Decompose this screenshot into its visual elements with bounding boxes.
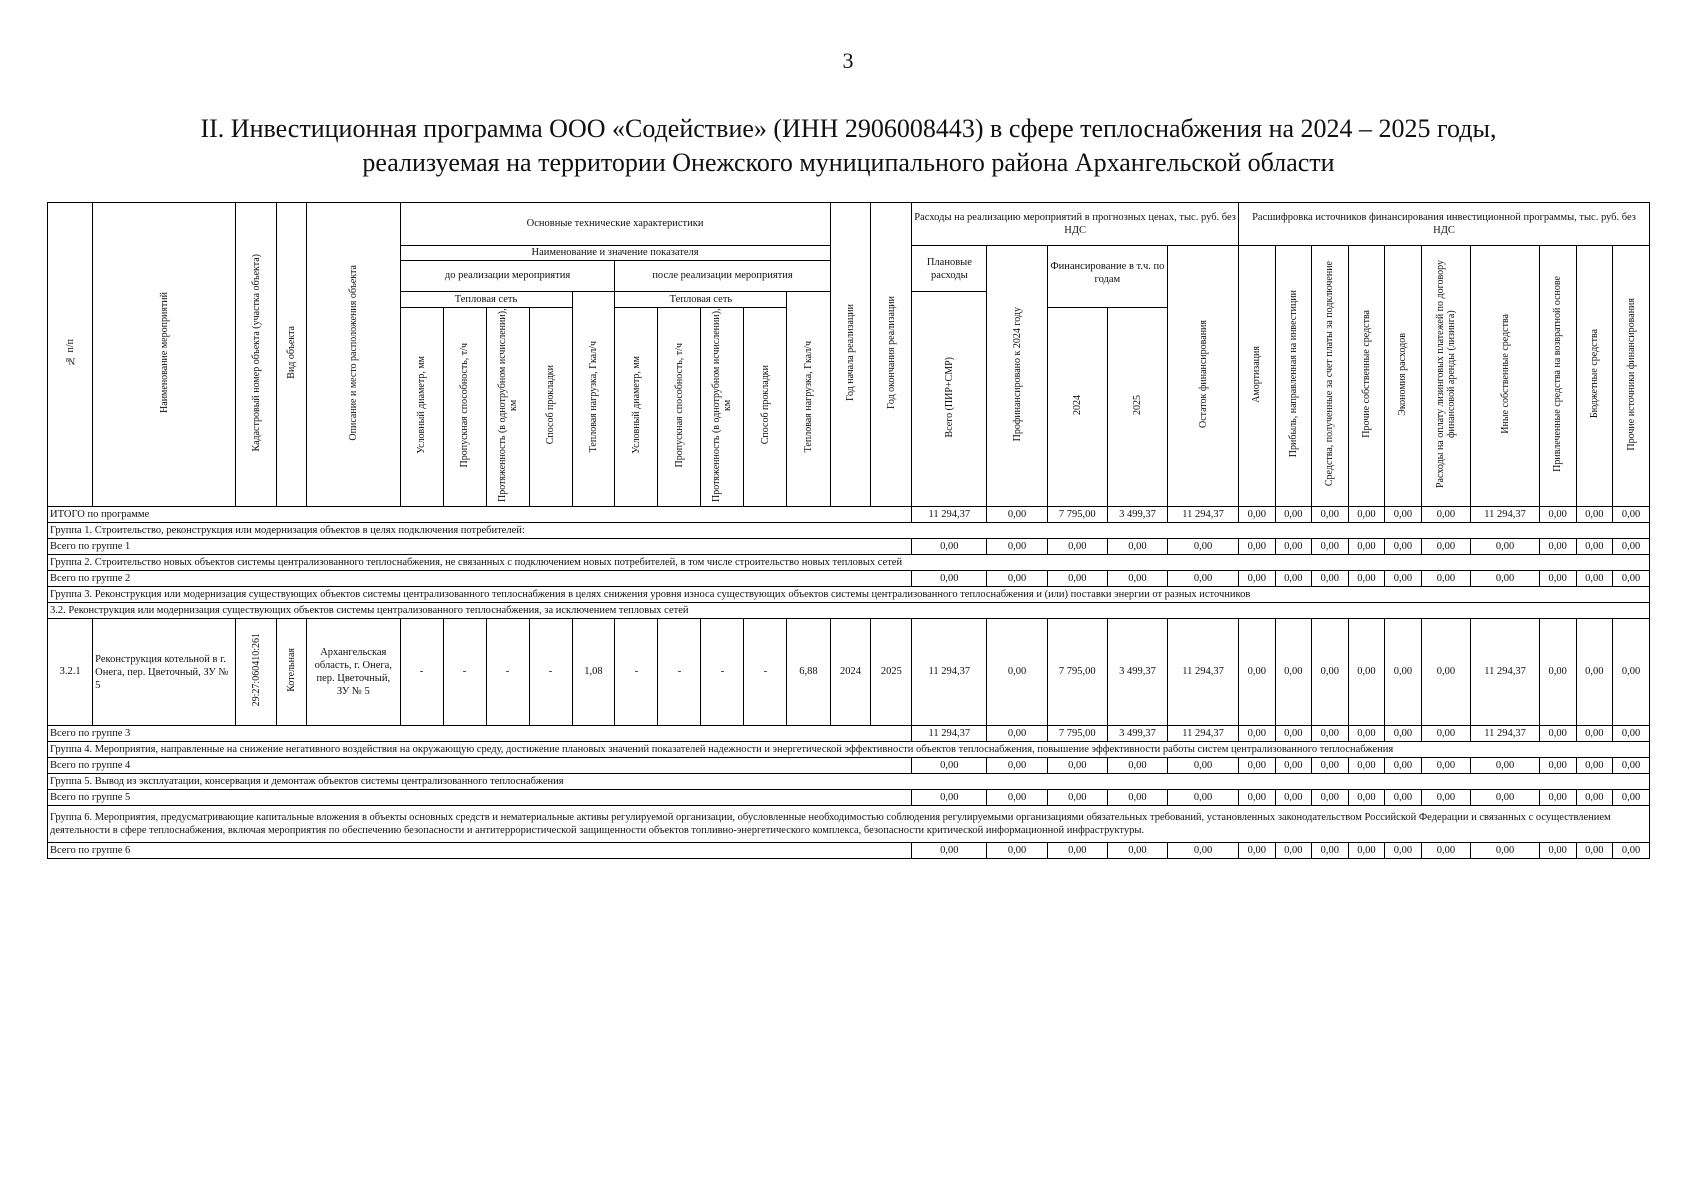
cell: 0,00 <box>987 843 1047 859</box>
cell: 0,00 <box>1348 539 1385 555</box>
cell: 11 294,37 <box>1471 726 1540 742</box>
cell: 0,00 <box>1539 758 1576 774</box>
cell: 0,00 <box>1613 790 1650 806</box>
table-row <box>48 539 1650 555</box>
header-length-before: Протяженность (в однотрубном исчислении), км <box>486 308 529 507</box>
item-cadastral: 29:27:060410:261 <box>236 619 277 726</box>
item-num: 3.2.1 <box>48 619 93 726</box>
header-before: до реализации мероприятия <box>400 261 615 292</box>
table-row <box>48 758 1650 774</box>
header-prefinanced: Профинансировано к 2024 году <box>987 246 1047 507</box>
item-type: Котельная <box>276 619 306 726</box>
cell: 0,00 <box>1348 571 1385 587</box>
header-desc: Описание и место расположения объекта <box>307 203 401 507</box>
cell: 0,00 <box>1471 758 1540 774</box>
cell: 0,00 <box>1539 843 1576 859</box>
cell: 6,88 <box>787 619 830 726</box>
header-load-after: Тепловая нагрузка, Гкал/ч <box>787 292 830 507</box>
group2-total-label: Всего по группе 2 <box>48 571 912 587</box>
header-financing-years: Финансирование в т.ч. по годам <box>1047 246 1167 308</box>
header-indicator: Наименование и значение показателя <box>400 246 830 261</box>
cell: 0,00 <box>1471 790 1540 806</box>
header-capacity-after: Пропускная способность, т/ч <box>658 308 701 507</box>
header-amortization: Амортизация <box>1238 246 1275 507</box>
cell: 0,00 <box>1107 790 1167 806</box>
cell: 0,00 <box>1107 758 1167 774</box>
cell: 3 499,37 <box>1107 726 1167 742</box>
cell: 0,00 <box>1312 571 1349 587</box>
cell: 0,00 <box>912 790 987 806</box>
cell: 0,00 <box>1613 726 1650 742</box>
cell: 0,00 <box>1385 571 1422 587</box>
cell: 0,00 <box>1168 539 1239 555</box>
header-network-after: Тепловая сеть <box>615 292 787 308</box>
cell: 0,00 <box>1168 790 1239 806</box>
cell: 11 294,37 <box>1471 619 1540 726</box>
cell: 0,00 <box>1539 507 1576 523</box>
cell: 0,00 <box>1539 539 1576 555</box>
table-row <box>48 571 1650 587</box>
item-desc: Архангельская область, г. Онега, пер. Цветочный, ЗУ № 5 <box>307 619 401 726</box>
cell: 11 294,37 <box>1168 507 1239 523</box>
cell: 0,00 <box>1385 539 1422 555</box>
subgroup-title-row <box>48 603 1650 619</box>
cell: 0,00 <box>1385 619 1422 726</box>
header-planned: Плановые расходы <box>912 246 987 292</box>
cell: 0,00 <box>1238 790 1275 806</box>
group4-title: Группа 4. Мероприятия, направленные на снижение негативного воздействия на окружающую среду, достижение плановых значений показателей надежности и энергетической эффективности объектов теплоснабжения, повышение эффективности работы систем централизованного теплоснабжения <box>48 742 1650 758</box>
cell: 0,00 <box>1576 843 1613 859</box>
cell: 0,00 <box>1576 539 1613 555</box>
header-other-sources: Прочие источники финансирования <box>1613 246 1650 507</box>
group-title-row <box>48 806 1650 843</box>
cell: 0,00 <box>1168 758 1239 774</box>
header-after: после реализации мероприятия <box>615 261 830 292</box>
cell: 11 294,37 <box>912 726 987 742</box>
cell: - <box>529 619 572 726</box>
header-year-end: Год окончания реализации <box>871 203 912 507</box>
table-body <box>48 507 1650 859</box>
header-diameter-before: Условный диаметр, мм <box>400 308 443 507</box>
cell: 0,00 <box>1421 507 1470 523</box>
cell: 0,00 <box>1613 571 1650 587</box>
cell: 0,00 <box>1385 726 1422 742</box>
group-title-row <box>48 774 1650 790</box>
page-number: 3 <box>842 48 855 73</box>
document-title <box>0 112 1697 180</box>
header-other-own: Прочие собственные средства <box>1348 246 1385 507</box>
cell: 0,00 <box>1576 507 1613 523</box>
title-line-1: II. Инвестиционная программа ООО «Содействие» (ИНН 2906008443) в сфере теплоснабжения на 2024 – 2025 годы, <box>200 114 1497 143</box>
cell: 0,00 <box>1348 726 1385 742</box>
cell: 0,00 <box>1471 571 1540 587</box>
cell: 0,00 <box>1312 539 1349 555</box>
header-type: Вид объекта <box>276 203 306 507</box>
cell: 0,00 <box>987 619 1047 726</box>
header-cadastral: Кадастровый номер объекта (участка объекта) <box>236 203 277 507</box>
cell: 0,00 <box>1576 758 1613 774</box>
cell: 11 294,37 <box>1471 507 1540 523</box>
cell: 0,00 <box>1312 790 1349 806</box>
cell: 11 294,37 <box>912 507 987 523</box>
header-2025: 2025 <box>1107 308 1167 507</box>
header-capacity-before: Пропускная способность, т/ч <box>443 308 486 507</box>
header-num: № п/п <box>48 203 93 507</box>
cell: 7 795,00 <box>1047 726 1107 742</box>
header-tech: Основные технические характеристики <box>400 203 830 246</box>
group4-total-label: Всего по группе 4 <box>48 758 912 774</box>
header-name: Наименование мероприятий <box>93 203 236 507</box>
cell: 0,00 <box>1047 539 1107 555</box>
cell: 0,00 <box>1107 539 1167 555</box>
header-other-own-funds: Иные собственные средства <box>1471 246 1540 507</box>
cell: 11 294,37 <box>1168 726 1239 742</box>
cell: 0,00 <box>1421 619 1470 726</box>
cell: 0,00 <box>1238 758 1275 774</box>
cell: - <box>701 619 744 726</box>
item-year-start: 2024 <box>830 619 871 726</box>
cell: 0,00 <box>912 571 987 587</box>
item-year-end: 2025 <box>871 619 912 726</box>
cell: 0,00 <box>1168 571 1239 587</box>
header-sources: Расшифровка источников финансирования инвестиционной программы, тыс. руб. без НДС <box>1238 203 1649 246</box>
cell: 0,00 <box>1613 843 1650 859</box>
cell: 0,00 <box>1107 571 1167 587</box>
cell: 0,00 <box>1385 758 1422 774</box>
group-title-row <box>48 587 1650 603</box>
cell: 0,00 <box>1539 619 1576 726</box>
cell: 0,00 <box>912 758 987 774</box>
cell: 0,00 <box>1168 843 1239 859</box>
cell: 0,00 <box>1539 571 1576 587</box>
cell: 0,00 <box>1238 843 1275 859</box>
cell: 0,00 <box>1576 726 1613 742</box>
cell: 0,00 <box>1576 619 1613 726</box>
cell: 0,00 <box>1613 539 1650 555</box>
cell: 0,00 <box>1421 843 1470 859</box>
cell: - <box>443 619 486 726</box>
group-title-row <box>48 742 1650 758</box>
header-savings: Экономия расходов <box>1385 246 1422 507</box>
header-year-start: Год начала реализации <box>830 203 871 507</box>
header-load-before: Тепловая нагрузка, Гкал/ч <box>572 292 615 507</box>
cell: 0,00 <box>1312 758 1349 774</box>
header-leasing: Расходы на оплату лизинговых платежей по договору финансовой аренды (лизинга) <box>1421 246 1470 507</box>
cell: 0,00 <box>1312 619 1349 726</box>
cell: 0,00 <box>1312 843 1349 859</box>
cell: 3 499,37 <box>1107 619 1167 726</box>
header-laying-before: Способ прокладки <box>529 308 572 507</box>
item-name: Реконструкция котельной в г. Онега, пер. Цветочный, ЗУ № 5 <box>93 619 236 726</box>
header-costs: Расходы на реализацию мероприятий в прогнозных ценах, тыс. руб. без НДС <box>912 203 1239 246</box>
cell: 0,00 <box>1576 790 1613 806</box>
header-remaining: Остаток финансирования <box>1168 246 1239 507</box>
header-total: Всего (ПИР+СМР) <box>912 292 987 507</box>
cell: 0,00 <box>1539 726 1576 742</box>
cell: 7 795,00 <box>1047 507 1107 523</box>
cell: 0,00 <box>1312 726 1349 742</box>
cell: 0,00 <box>1385 790 1422 806</box>
cell: 0,00 <box>1047 790 1107 806</box>
cell: 0,00 <box>1576 571 1613 587</box>
group6-title: Группа 6. Мероприятия, предусматривающие капитальные вложения в объекты основных средств и нематериальные активы регулируемой организации, обусловленные необходимостью соблюдения регулируемыми организациями обязательных требований, установленных законодательством Российской Федерации и связанных с осуществлением деятельности в сфере теплоснабжения, включая мероприятия по обеспечению безопасности и антитеррористической защищенности объектов топливно-энергетического комплекса, безопасности критической информационной инфраструктуры. <box>48 806 1650 843</box>
cell: 3 499,37 <box>1107 507 1167 523</box>
cell: 0,00 <box>1421 726 1470 742</box>
cell: 11 294,37 <box>1168 619 1239 726</box>
cell: - <box>486 619 529 726</box>
cell: 7 795,00 <box>1047 619 1107 726</box>
header-network-before: Тепловая сеть <box>400 292 572 308</box>
cell: - <box>658 619 701 726</box>
cell: 0,00 <box>1539 790 1576 806</box>
cell: 0,00 <box>1275 619 1312 726</box>
cell: 0,00 <box>1275 539 1312 555</box>
cell: 0,00 <box>987 790 1047 806</box>
cell: 0,00 <box>1107 843 1167 859</box>
cell: - <box>744 619 787 726</box>
cell: 0,00 <box>1238 507 1275 523</box>
cell: 0,00 <box>1421 790 1470 806</box>
table-header <box>48 203 1650 507</box>
group-title-row <box>48 555 1650 571</box>
cell: 0,00 <box>1421 539 1470 555</box>
cell: 0,00 <box>1238 539 1275 555</box>
cell: 0,00 <box>1471 843 1540 859</box>
group5-title: Группа 5. Вывод из эксплуатации, консервация и демонтаж объектов системы централизованного теплоснабжения <box>48 774 1650 790</box>
cell: 0,00 <box>1613 619 1650 726</box>
cell: 0,00 <box>987 571 1047 587</box>
header-laying-after: Способ прокладки <box>744 308 787 507</box>
table-row <box>48 726 1650 742</box>
cell: 0,00 <box>1238 571 1275 587</box>
table-row <box>48 619 1650 726</box>
cell: 1,08 <box>572 619 615 726</box>
header-length-after: Протяженность (в однотрубном исчислении), км <box>701 308 744 507</box>
cell: 0,00 <box>1385 843 1422 859</box>
cell: 0,00 <box>1348 790 1385 806</box>
subgroup-3-2-title: 3.2. Реконструкция или модернизация существующих объектов системы централизованного теплоснабжения, за исключением тепловых сетей <box>48 603 1650 619</box>
group-title-row <box>48 523 1650 539</box>
table-row <box>48 507 1650 523</box>
cell: 0,00 <box>987 539 1047 555</box>
cell: 0,00 <box>1275 507 1312 523</box>
total-program-label: ИТОГО по программе <box>48 507 912 523</box>
cell: 0,00 <box>1348 843 1385 859</box>
group6-total-label: Всего по группе 6 <box>48 843 912 859</box>
cell: 0,00 <box>1238 619 1275 726</box>
cell: 0,00 <box>1421 571 1470 587</box>
header-profit: Прибыль, направленная на инвестиции <box>1275 246 1312 507</box>
cell: 0,00 <box>1348 758 1385 774</box>
cell: 0,00 <box>987 726 1047 742</box>
cell: 0,00 <box>912 843 987 859</box>
header-2024: 2024 <box>1047 308 1107 507</box>
cell: 0,00 <box>1275 726 1312 742</box>
cell: 0,00 <box>1613 758 1650 774</box>
table-row <box>48 843 1650 859</box>
cell: 0,00 <box>1047 571 1107 587</box>
group5-total-label: Всего по группе 5 <box>48 790 912 806</box>
cell: 0,00 <box>1471 539 1540 555</box>
cell: 0,00 <box>1312 507 1349 523</box>
cell: 0,00 <box>1275 758 1312 774</box>
cell: 0,00 <box>1275 790 1312 806</box>
group2-title: Группа 2. Строительство новых объектов системы централизованного теплоснабжения, не связанных с подключением новых потребителей, в том числе строительство новых тепловых сетей <box>48 555 1650 571</box>
investment-program-table <box>47 202 1650 859</box>
group1-total-label: Всего по группе 1 <box>48 539 912 555</box>
cell: 11 294,37 <box>912 619 987 726</box>
cell: 0,00 <box>1275 843 1312 859</box>
group1-title: Группа 1. Строительство, реконструкция или модернизация объектов в целях подключения потребителей: <box>48 523 1650 539</box>
header-budget: Бюджетные средства <box>1576 246 1613 507</box>
cell: 0,00 <box>912 539 987 555</box>
cell: 0,00 <box>1348 619 1385 726</box>
header-borrowed: Привлеченные средства на возвратной основе <box>1539 246 1576 507</box>
header-diameter-after: Условный диаметр, мм <box>615 308 658 507</box>
cell: 0,00 <box>987 507 1047 523</box>
cell: 0,00 <box>987 758 1047 774</box>
cell: 0,00 <box>1385 507 1422 523</box>
cell: 0,00 <box>1047 843 1107 859</box>
title-line-2: реализуемая на территории Онежского муниципального района Архангельской области <box>362 148 1335 177</box>
cell: 0,00 <box>1275 571 1312 587</box>
cell: - <box>400 619 443 726</box>
cell: 0,00 <box>1348 507 1385 523</box>
cell: 0,00 <box>1613 507 1650 523</box>
cell: - <box>615 619 658 726</box>
header-connection-fee: Средства, полученные за счет платы за подключение <box>1312 246 1349 507</box>
cell: 0,00 <box>1238 726 1275 742</box>
cell: 0,00 <box>1421 758 1470 774</box>
group3-total-label: Всего по группе 3 <box>48 726 912 742</box>
table-row <box>48 790 1650 806</box>
cell: 0,00 <box>1047 758 1107 774</box>
group3-title: Группа 3. Реконструкция или модернизация существующих объектов системы централизованного теплоснабжения в целях снижения уровня износа существующих объектов системы централизованного теплоснабжения и (или) поставки энергии от разных источников <box>48 587 1650 603</box>
